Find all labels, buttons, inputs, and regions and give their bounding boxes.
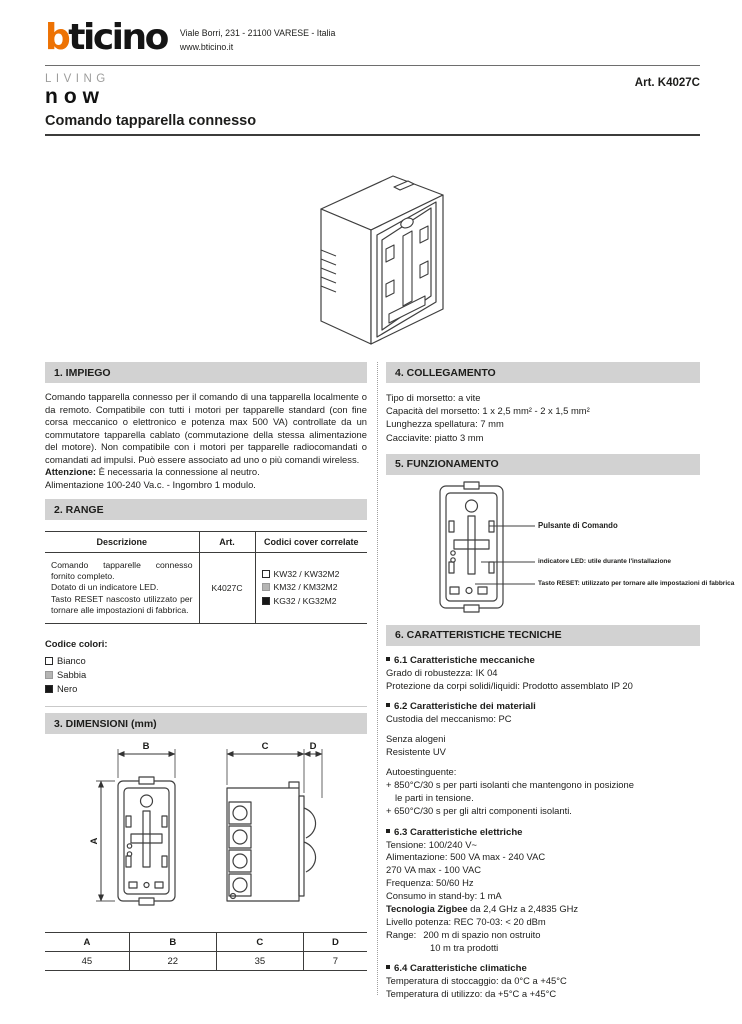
bticino-logo <box>45 17 167 58</box>
dimensions-table <box>45 932 367 971</box>
logo-letter-b: b <box>45 17 69 58</box>
content-columns <box>0 352 742 1001</box>
tech-line: Custodia del meccanismo: PC <box>386 713 512 725</box>
section-impiego-header: 1. IMPIEGO <box>45 362 367 383</box>
range-col-codici: Codici cover correlate <box>255 532 367 553</box>
series-logo <box>45 73 110 108</box>
range-table-header-row <box>45 532 367 553</box>
range-description-line: Comando tapparelle connesso fornito completo. <box>51 560 193 582</box>
dim-letter-d: D <box>309 741 317 753</box>
color-code-item <box>45 654 367 668</box>
zigbee-bold: Tecnologia Zigbee <box>386 902 468 914</box>
tech-mat-title-text: 6.2 Caratteristiche dei materiali <box>394 701 536 713</box>
collegamento-text <box>386 391 700 444</box>
section-dimensioni-header: 3. DIMENSIONI (mm) <box>45 713 367 734</box>
faint-divider <box>45 706 367 707</box>
dimensions-drawing <box>45 738 367 930</box>
tech-elec-title-text: 6.3 Caratteristiche elettriche <box>394 826 523 838</box>
tech-line: + 650°C/30 s per gli altri componenti isolanti. <box>386 804 572 816</box>
tech-line: Resistente UV <box>386 746 446 758</box>
section-range-header: 2. RANGE <box>45 499 367 520</box>
impiego-body: Comando tapparella connesso per il comando di una tapparella localmente o da remoto. Compatibile con tutti i motori per tapparelle standard (con fine corsa meccanico o elettronico e potenza max 500 VA) controllate da un commutatore tapparella cablato (commutazione della stessa alimentazione del motore). Non compatibile con i motori per tapparelle radiocomandati o comandati ad impulsi. Può essere associato ad uno o più comandi wireless. <box>45 391 367 465</box>
callout-reset: Tasto RESET: utilizzato per tornare alle impostazioni di fabbrica <box>538 579 735 587</box>
cover-code-label: KM32 / KM32M2 <box>273 582 338 593</box>
tech-elec-lines <box>386 839 700 955</box>
range-article-cell: K4027C <box>199 553 255 624</box>
company-address-block <box>180 22 336 54</box>
square-bullet-icon <box>386 965 390 969</box>
product-isometric-drawing <box>271 154 471 352</box>
dim-value-a: 45 <box>81 955 93 967</box>
dim-letter-b: B <box>142 741 150 753</box>
impiego-note-text: È necessaria la connessione al neutro. <box>96 466 260 478</box>
tech-mech-lines <box>386 667 700 693</box>
cover-code-item <box>262 581 362 594</box>
color-code-label: Nero <box>57 683 78 695</box>
tech-line-range <box>386 929 700 942</box>
color-swatch-bianco-icon <box>262 570 270 578</box>
tech-line: Alimentazione: 500 VA max - 240 VAC <box>386 851 546 863</box>
title-divider <box>45 134 700 136</box>
range-description-cell <box>45 553 199 624</box>
color-codes-block <box>45 637 367 696</box>
collegamento-line: Cacciavite: piatto 3 mm <box>386 431 484 443</box>
cover-code-label: KG32 / KG32M2 <box>273 595 337 606</box>
tech-line: Temperatura di stoccaggio: da 0°C a +45°C <box>386 975 567 987</box>
tech-mat-title <box>386 701 700 712</box>
impiego-power-line: Alimentazione 100-240 Va.c. - Ingombro 1 modulo. <box>45 478 256 490</box>
series-row <box>0 66 742 108</box>
impiego-text <box>45 391 367 491</box>
tech-line: Grado di robustezza: IK 04 <box>386 666 498 678</box>
dim-letter-c: C <box>261 741 269 753</box>
square-bullet-icon <box>386 703 390 707</box>
tech-line: Tensione: 100/240 V~ <box>386 838 477 850</box>
dim-letter-a: A <box>89 837 100 845</box>
range-table-row <box>45 553 367 624</box>
collegamento-line: Tipo di morsetto: a vite <box>386 392 481 404</box>
collegamento-line: Capacità del morsetto: 1 x 2,5 mm² - 2 x 1,5 mm² <box>386 405 590 417</box>
spacer <box>386 726 700 733</box>
callout-pulsante: Pulsante di Comando <box>538 520 618 530</box>
cover-code-item <box>262 595 362 608</box>
tech-line-zigbee <box>386 903 700 916</box>
tech-mech-title <box>386 655 700 666</box>
logo-letters-ticino: ticino <box>68 17 167 58</box>
dim-value-d: 7 <box>303 952 367 971</box>
range-col-descrizione: Descrizione <box>45 532 199 553</box>
square-bullet-icon <box>386 657 390 661</box>
left-column <box>45 362 367 1001</box>
impiego-note-label: Attenzione: <box>45 466 97 478</box>
tech-line: 270 VA max - 100 VAC <box>386 864 482 876</box>
tech-line: Frequenza: 50/60 Hz <box>386 877 474 889</box>
tech-clim-title-text: 6.4 Caratteristiche climatiche <box>394 963 527 975</box>
range-value-2: 10 m tra prodotti <box>430 941 499 953</box>
series-now-label: now <box>45 85 105 109</box>
series-living-label: LIVING <box>45 73 110 86</box>
funzionamento-module-drawing <box>386 479 703 625</box>
dim-col-c: C <box>216 933 303 952</box>
tech-line: le parti in tensione. <box>395 791 474 803</box>
tech-line: Protezione da corpi solidi/liquidi: Prodotto assemblato IP 20 <box>386 679 633 691</box>
color-code-label: Sabbia <box>57 669 87 681</box>
company-website-link[interactable]: www.bticino.it <box>179 41 234 52</box>
funzionamento-figure <box>386 479 735 625</box>
tech-clim-lines <box>386 975 700 1001</box>
color-swatch-sabbia-icon <box>45 671 53 679</box>
spacer <box>386 759 700 766</box>
range-description-line: Tasto RESET nascosto utilizzato per tornare alle impostazioni di fabbrica. <box>51 593 193 615</box>
company-address: Viale Borri, 231 - 21100 VARESE - Italia <box>179 28 336 38</box>
tech-line: Senza alogeni <box>386 733 446 745</box>
range-table <box>45 531 367 624</box>
dim-value-c: 35 <box>216 952 303 971</box>
tech-line: + 850°C/30 s per parti isolanti che mantengono in posizione <box>386 778 634 790</box>
dim-value-b: 22 <box>129 952 216 971</box>
range-value-1: 200 m di spazio non ostruito <box>423 928 541 940</box>
color-swatch-bianco-icon <box>45 657 53 665</box>
right-column <box>386 362 735 1001</box>
dimensions-value-row <box>45 952 367 971</box>
color-swatch-nero-icon <box>45 685 53 693</box>
zigbee-rest: da 2,4 GHz a 2,4835 GHz <box>467 902 579 914</box>
color-code-item <box>45 668 367 682</box>
color-swatch-sabbia-icon <box>262 583 270 591</box>
tech-elec-title <box>386 827 700 838</box>
article-number: Art. K4027C <box>634 77 700 90</box>
page-title: Comando tapparella connesso <box>45 113 257 130</box>
tech-line: Consumo in stand-by: 1 mA <box>386 890 502 902</box>
tech-line: Temperatura di utilizzo: da +5°C a +45°C <box>386 988 557 1000</box>
tech-mech-title-text: 6.1 Caratteristiche meccaniche <box>394 654 535 666</box>
color-code-label: Bianco <box>57 655 86 667</box>
dimensions-header-row <box>45 933 367 952</box>
section-collegamento-header: 4. COLLEGAMENTO <box>386 362 700 383</box>
color-codes-title: Codice colori: <box>45 637 108 649</box>
range-covers-cell <box>255 553 367 624</box>
collegamento-line: Lunghezza spellatura: 7 mm <box>386 418 504 430</box>
section-funzionamento-header: 5. FUNZIONAMENTO <box>386 454 700 475</box>
dim-col-d: D <box>303 933 367 952</box>
section-caratteristiche-header: 6. CARATTERISTICHE TECNICHE <box>386 625 700 646</box>
range-description-line: Dotato di un indicatore LED. <box>51 582 159 593</box>
tech-line: Livello potenza: REC 70-03: < 20 dBm <box>386 915 546 927</box>
tech-mat-lines <box>386 713 700 817</box>
range-col-art: Art. <box>199 532 255 553</box>
tech-line: Autoestinguente: <box>386 766 457 778</box>
dim-col-b: B <box>129 933 216 952</box>
color-swatch-nero-icon <box>262 597 270 605</box>
callout-led: indicatore LED: utile durante l'installazione <box>538 557 672 565</box>
header <box>0 0 742 58</box>
dim-col-a: A <box>45 933 129 952</box>
color-code-item <box>45 682 367 696</box>
cover-code-label: KW32 / KW32M2 <box>273 569 340 580</box>
column-divider <box>377 362 378 995</box>
square-bullet-icon <box>386 829 390 833</box>
tech-clim-title <box>386 963 700 974</box>
cover-code-item <box>262 568 362 581</box>
range-label: Range: <box>386 928 417 940</box>
